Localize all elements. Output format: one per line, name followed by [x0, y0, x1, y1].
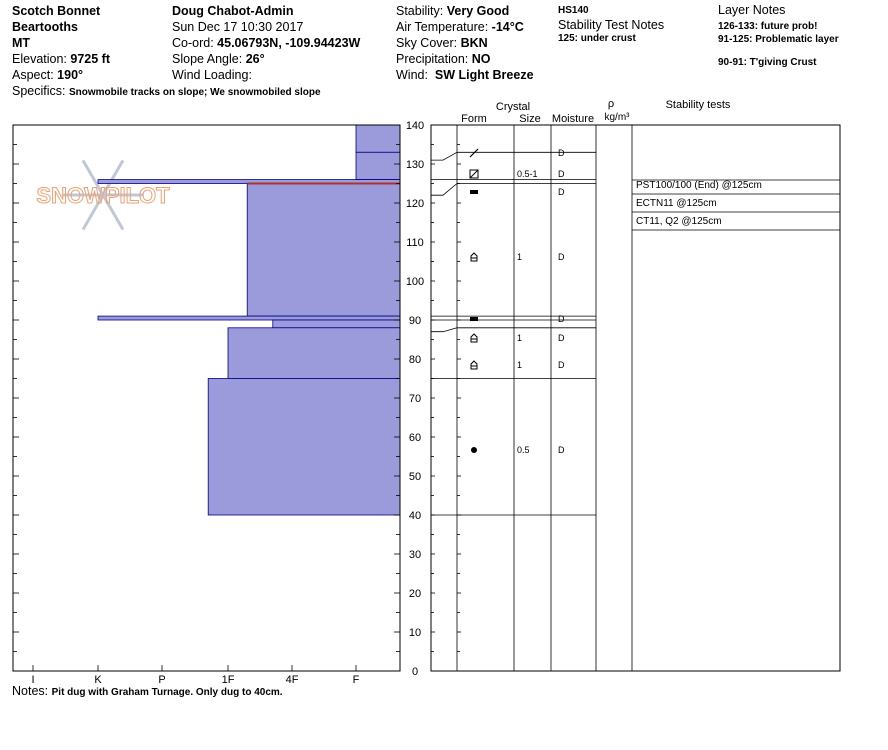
hardness-bar	[356, 125, 400, 152]
hardness-bar	[228, 328, 400, 379]
stability-test-result: PST100/100 (End) @125cm	[636, 180, 762, 191]
density-unit: kg/m³	[604, 112, 630, 123]
sky-label: Sky Cover:	[396, 36, 458, 50]
hardness-tick-label: 4F	[285, 674, 299, 686]
coord-value: 45.06793N, -109.94423W	[217, 36, 361, 50]
depth-hoar-icon	[471, 361, 477, 369]
stability-value: Very Good	[446, 4, 510, 18]
crystal-header: Crystal	[495, 101, 531, 113]
depth-tick-label: 110	[406, 237, 424, 249]
air-temp-value: -14°C	[491, 20, 524, 34]
depth-hoar-icon	[471, 334, 477, 342]
hardness-axis	[31, 665, 359, 686]
layer-connector	[431, 328, 457, 332]
site-state: MT	[12, 36, 31, 50]
hardness-tick-label: P	[158, 674, 166, 686]
stability-tests-header: Stability tests	[665, 99, 731, 111]
layer-notes-title: Layer Notes	[718, 3, 786, 17]
layer-note-item: 90-91: T'giving Crust	[718, 57, 817, 68]
aspect-value: 190°	[57, 68, 84, 82]
depth-tick-label: 50	[408, 471, 422, 483]
depth-tick-label: 60	[408, 432, 422, 444]
layer-moisture: D	[558, 187, 565, 197]
layer-moisture: D	[558, 333, 565, 343]
hardness-tick-label: 1F	[221, 674, 235, 686]
depth-tick-label: 80	[408, 354, 422, 366]
hardness-bars	[98, 125, 400, 515]
hardness-tick-label: K	[94, 674, 102, 686]
site-name: Scotch Bonnet	[12, 4, 101, 18]
specifics-label: Specifics:	[12, 84, 66, 98]
layer-notes	[718, 3, 839, 69]
watermark-text: SNOWPILOT	[36, 183, 170, 208]
layer-note-item: 91-125: Problematic layer	[718, 34, 839, 45]
precip-row	[396, 51, 534, 67]
layer-moisture: D	[558, 314, 565, 324]
layer-moisture: D	[558, 360, 565, 370]
stability-row	[396, 3, 534, 19]
layer-moisture: D	[558, 445, 565, 455]
depth-tick-label: 100	[405, 276, 425, 288]
layer-moisture: D	[558, 252, 565, 262]
air-temp-row	[396, 19, 534, 35]
stability-tests	[632, 180, 840, 230]
depth-hoar-icon	[471, 253, 477, 261]
depth-tick-label: 70	[408, 393, 422, 405]
hs-value: HS140	[558, 5, 589, 16]
stability-test-result: ECTN11 @125cm	[636, 198, 717, 209]
elevation-label: Elevation:	[12, 52, 67, 66]
hardness-bar	[273, 320, 400, 328]
conditions-info	[396, 3, 534, 83]
hardness-bar	[98, 316, 400, 320]
coord-label: Co-ord:	[172, 36, 214, 50]
layer-moisture: D	[558, 148, 565, 158]
notes-label: Notes:	[12, 684, 49, 698]
pit-notes	[12, 684, 283, 698]
slope-value: 26°	[245, 52, 265, 66]
wind-label: Wind:	[396, 68, 428, 82]
precip-value: NO	[471, 52, 491, 66]
melt-freeze-crust-icon	[470, 190, 478, 194]
specifics-value: Snowmobile tracks on slope; We snowmobiled slope	[68, 87, 321, 98]
depth-tick-label: 120	[405, 198, 425, 210]
decomposing-icon	[470, 149, 478, 157]
layer-size: 1	[517, 360, 523, 370]
notes-value: Pit dug with Graham Turnage. Only dug to 40cm.	[51, 687, 283, 698]
layer-connector	[431, 184, 457, 196]
layer-moisture: D	[558, 169, 565, 179]
stability-notes-title: Stability Test Notes	[558, 18, 665, 32]
wind-loading-label: Wind Loading:	[172, 68, 252, 82]
size-header: Size	[519, 113, 541, 125]
layer-size: 1	[517, 252, 523, 262]
observer-info	[172, 3, 360, 83]
sky-row	[396, 35, 534, 51]
stability-test-result: CT11, Q2 @125cm	[636, 216, 722, 227]
hardness-bar	[356, 152, 400, 179]
wind-value: SW Light Breeze	[434, 68, 534, 82]
elevation-value: 9725 ft	[70, 52, 110, 66]
site-range: Beartooths	[12, 20, 78, 34]
layer-connector	[431, 152, 457, 160]
observer-name: Doug Chabot-Admin	[172, 4, 294, 18]
depth-tick-label: 130	[405, 159, 425, 171]
hardness-tick-label: I	[31, 674, 35, 686]
specifics-row	[12, 83, 321, 99]
form-header: Form	[461, 113, 487, 125]
aspect-label: Aspect:	[12, 68, 54, 82]
layer-size: 0.5	[517, 445, 530, 455]
hardness-bar	[247, 184, 400, 317]
depth-tick-label: 10	[408, 627, 422, 639]
faceted-rounded-icon	[470, 170, 478, 178]
slope-label: Slope Angle:	[172, 52, 243, 66]
depth-tick-label: 0	[411, 666, 419, 678]
layer-note-item: 126-133: future prob!	[718, 21, 818, 32]
density-symbol: ρ	[607, 98, 615, 110]
rounded-grain-icon	[471, 447, 477, 453]
wind-row	[396, 67, 534, 83]
sky-value: BKN	[460, 36, 488, 50]
layer-columns	[431, 98, 731, 515]
stability-test-notes	[558, 4, 664, 46]
air-temp-label: Air Temperature:	[396, 20, 489, 34]
melt-freeze-crust-icon	[470, 317, 478, 321]
layer-size: 0.5-1	[517, 169, 538, 179]
stability-label: Stability:	[396, 4, 444, 18]
stability-note: 125: under crust	[558, 33, 636, 44]
depth-tick-label: 90	[408, 315, 422, 327]
hardness-bar	[208, 379, 400, 516]
snowpilot-watermark	[36, 160, 170, 229]
wind-loading-row	[172, 67, 360, 83]
hardness-tick-label: F	[352, 674, 360, 686]
depth-tick-label: 30	[408, 549, 422, 561]
moisture-header: Moisture	[551, 113, 595, 125]
precip-label: Precipitation:	[396, 52, 469, 66]
depth-tick-label: 20	[408, 588, 422, 600]
depth-tick-label: 140	[405, 120, 425, 132]
slope-row	[172, 51, 360, 67]
depth-tick-label: 40	[408, 510, 422, 522]
layer-size: 1	[517, 333, 523, 343]
coord-row	[172, 35, 360, 51]
observation-datetime: Sun Dec 17 10:30 2017	[172, 20, 304, 34]
